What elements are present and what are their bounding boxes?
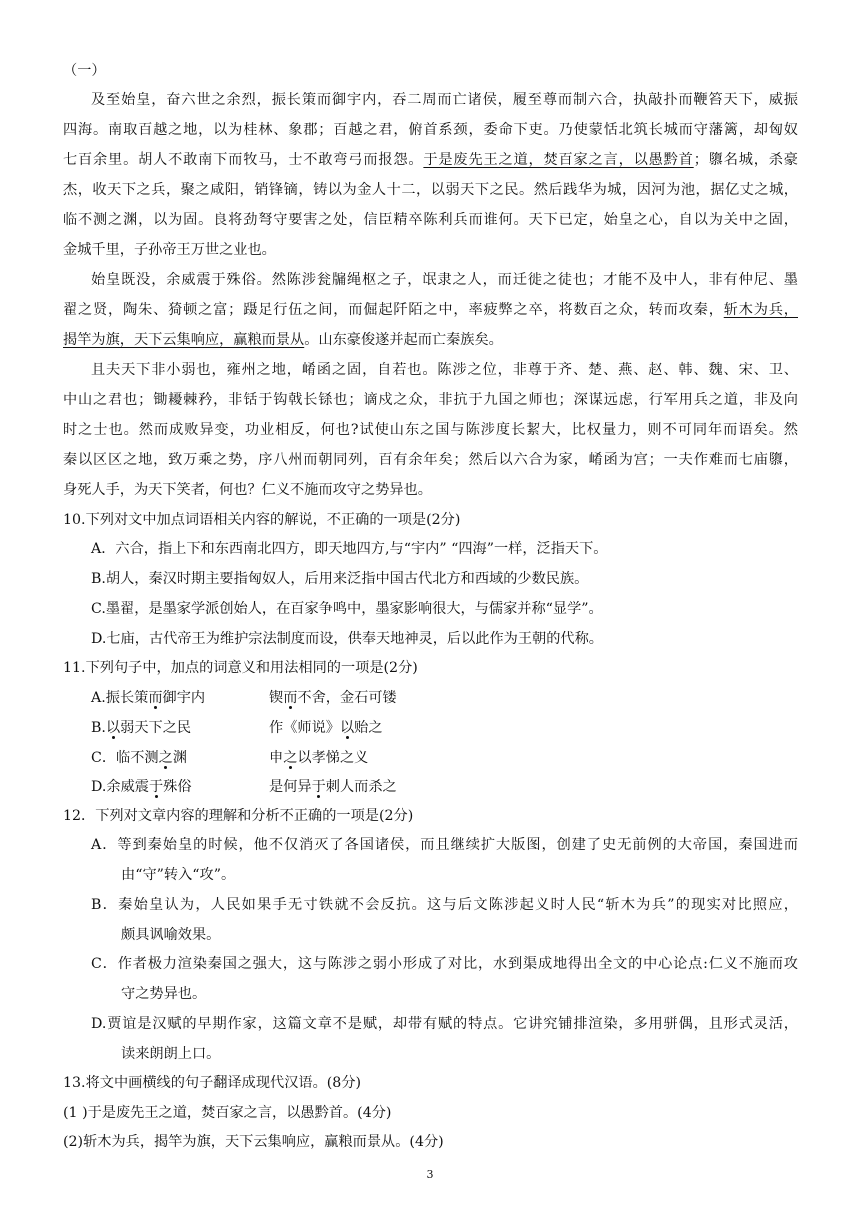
question-12-option-d: D.贾谊是汉赋的早期作家，这篇文章不是赋，却带有赋的特点。它讲究铺排渲染，多用骈偶，且形式灵活，: [91, 1016, 798, 1032]
passage-line: 中山之君也；锄耰棘矜，非铦于钩戟长铩也；谪戍之众，非抗于九国之师也；深谋远虑，行军用兵之道，非及向: [63, 392, 798, 408]
question-12-option-c-cont: 守之势异也。: [121, 986, 207, 1002]
question-11-option-d: D.余威震于殊俗 是何异于刺人而杀之: [91, 779, 397, 795]
passage-line: 秦以区区之地，致万乘之势，序八州而朝同列，百有余年矣；然后以六合为家，崤函为宫；一夫作难而七庙隳，: [63, 452, 798, 468]
underlined-sentence-2b: 揭竿为旗，天下云集响应，赢粮而景从: [63, 332, 305, 348]
question-12-stem: 12．下列对文章内容的理解和分析不正确的一项是(2分): [63, 808, 414, 824]
section-label: （一）: [63, 63, 106, 79]
question-10-option-c: C.墨翟，是墨家学派创始人，在百家争鸣中，墨家影响很大，与儒家并称“显学”。: [91, 601, 603, 617]
question-12-option-b-cont: 颇具讽喻效果。: [121, 927, 221, 943]
question-13-stem: 13.将文中画横线的句子翻译成现代汉语。(8分): [63, 1075, 362, 1091]
question-10-option-a: A．六合，指上下和东西南北四方，即天地四方,与“宇内” “四海”一样，泛指天下。: [91, 541, 608, 557]
question-13-sentence-2: (2)斩木为兵，揭竿为旗，天下云集响应，赢粮而景从。(4分): [63, 1134, 444, 1150]
underlined-sentence-2a: 斩木为兵，: [723, 302, 798, 318]
passage-line: 及至始皇，奋六世之余烈，振长策而御宇内，吞二周而亡诸侯，履至尊而制六合，执敲扑而鞭笞天下，威振: [91, 92, 798, 108]
question-10-stem: 10.下列对文中加点词语相关内容的解说，不正确的一项是(2分): [63, 512, 461, 528]
passage-line: 七百余里。胡人不敢南下而牧马，士不敢弯弓而报怨。于是废先王之道，焚百家之言，以愚黔首；隳名城，杀豪: [63, 152, 798, 168]
passage-line: 四海。南取百越之地，以为桂林、象郡；百越之君，俯首系颈，委命下吏。乃使蒙恬北筑长城而守藩篱，却匈奴: [63, 122, 798, 138]
passage-line: 金城千里，子孙帝王万世之业也。: [63, 242, 276, 258]
underlined-sentence-1: 于是废先王之道，焚百家之言，以愚黔首: [423, 152, 694, 168]
passage-line: 且夫天下非小弱也，雍州之地，崤函之固，自若也。陈涉之位，非尊于齐、楚、燕、赵、韩、魏、宋、卫、: [91, 362, 798, 378]
question-13-sentence-1: (1 )于是废先王之道，焚百家之言，以愚黔首。(4分): [63, 1105, 392, 1121]
question-11-stem: 11.下列句子中，加点的词意义和用法相同的一项是(2分): [63, 660, 418, 676]
question-12-option-a: A．等到秦始皇的时候，他不仅消灭了各国诸侯，而且继续扩大版图，创建了史无前例的大帝国，秦国进而: [91, 837, 798, 853]
question-12-option-b: B．秦始皇认为，人民如果手无寸铁就不会反抗。这与后文陈涉起义时人民“斩木为兵”的现实对比照应，: [91, 897, 798, 913]
passage-line: 时之士也。然而成败异变，功业相反，何也?试使山东之国与陈涉度长絜大，比权量力，则不可同年而语矣。然: [63, 422, 798, 438]
question-12-option-a-cont: 由“守”转入“攻”。: [121, 867, 236, 883]
passage-line: 杰，收天下之兵，聚之咸阳，销锋镝，铸以为金人十二，以弱天下之民。然后践华为城，因河为池，据亿丈之城，: [63, 182, 798, 198]
question-11-option-c: C．临不测之渊 申之以孝悌之义: [91, 750, 369, 766]
question-11-option-b: B.以弱天下之民 作《师说》以贻之: [91, 720, 383, 736]
passage-line: 始皇既没，余威震于殊俗。然陈涉瓮牖绳枢之子，氓隶之人，而迁徙之徒也；才能不及中人，非有仲尼、墨: [91, 272, 798, 288]
passage-line: 翟之贤，陶朱、猗顿之富；蹑足行伍之间，而倔起阡陌之中，率疲弊之卒，将数百之众，转而攻秦，斩木为兵，: [63, 302, 798, 318]
passage-line: 临不测之渊，以为固。良将劲弩守要害之处，信臣精卒陈利兵而谁何。天下已定，始皇之心，自以为关中之固，: [63, 212, 798, 228]
passage-line: 身死人手，为天下笑者，何也？仁义不施而攻守之势异也。: [63, 482, 432, 498]
question-12-option-d-cont: 读来朗朗上口。: [121, 1046, 221, 1062]
question-10-option-b: B.胡人，秦汉时期主要指匈奴人，后用来泛指中国古代北方和西域的少数民族。: [91, 571, 589, 587]
page-number: 3: [426, 1168, 434, 1181]
question-12-option-c: C．作者极力渲染秦国之强大，这与陈涉之弱小形成了对比，水到渠成地得出全文的中心论点:仁义不施而攻: [91, 956, 798, 972]
question-11-option-a: A.振长策而御宇内 锲而不舍，金石可镂: [91, 690, 397, 706]
question-10-option-d: D.七庙，古代帝王为维护宗法制度而设，供奉天地神灵，后以此作为王朝的代称。: [91, 631, 603, 647]
passage-line: 揭竿为旗，天下云集响应，赢粮而景从。山东豪俊遂并起而亡秦族矣。: [63, 332, 503, 348]
